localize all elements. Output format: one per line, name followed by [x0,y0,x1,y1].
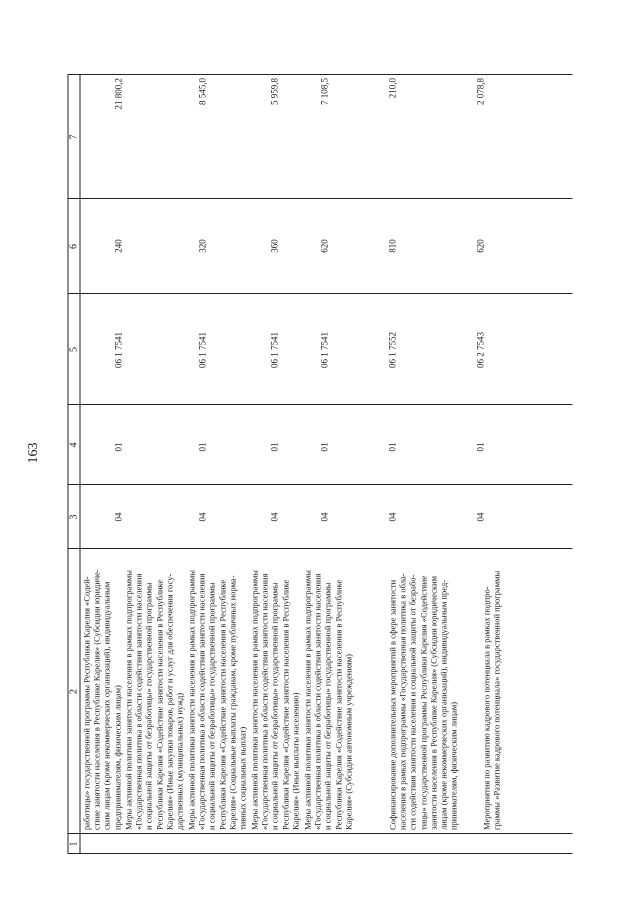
target-article-code: 06 1 7541 [319,332,330,368]
amount-value: 210,0 [387,78,398,99]
target-article-code: 06 1 7541 [113,332,124,368]
expense-type-code: 240 [113,239,124,253]
row-description: Меры активной политики занятости населения в рамках подпрограммы «Государственная политика в области содействия занятости населения и социальной защиты от безработицы» государственной программы Республики Карелия «Содействие занятости населения в Республике Карелия» (Иные выплаты населению) [249,570,301,830]
subsection-code: 01 [113,442,124,452]
column-header: 5 [68,347,80,352]
page-number: 163 [26,442,41,464]
row-description: Софинансирование дополнительных мероприятий в сфере занятости населения в рамках подпрограммы «Государственная политика в обла- сти содействия занятости населения и социальной защиты от безрабо- тицы» государственной программы Республики Карелия «Содействие занятости населения в Республике Карелия» (Субсидии юридическим лицам (кроме некоммерческих организаций), индивидуальным пред- принимателям, физическим лицам) [387,573,459,830]
row-description: Меры активной политики занятости населения в рамках подпрограммы «Государственная политика в области содействия занятости населения и социальной защиты от безработицы» государственной программы Республики Карелия «Содействие занятости населения в Республике Карелия» (Социальные выплаты гражданам, кроме публичных норма- тивных социальных выплат) [186,570,248,830]
expense-type-code: 620 [319,239,330,253]
section-code: 04 [387,512,398,522]
section-code: 04 [269,512,280,522]
section-code: 04 [475,512,486,522]
section-code: 04 [319,512,330,522]
row-description: Мероприятия по развитию кадрового потенциала в рамках подпро- граммы «Развитие кадрового потенциала» государственной программы [481,570,502,830]
amount-value: 8 545,0 [197,78,208,105]
rotated-page-content [68,74,573,854]
subsection-code: 01 [387,442,398,452]
target-article-code: 06 2 7543 [475,332,486,368]
subsection-code: 01 [475,442,486,452]
column-header: 1 [68,841,80,847]
target-article-code: 06 1 7541 [197,332,208,368]
amount-value: 21 800,2 [113,78,124,110]
subsection-code: 01 [319,442,330,452]
column-header: 7 [68,134,80,140]
column-header: 4 [68,442,80,448]
expense-type-code: 810 [387,239,398,253]
target-article-code: 06 1 7541 [269,332,280,368]
expense-type-code: 360 [269,239,280,253]
column-header: 6 [68,244,80,249]
table-border-right [68,74,573,75]
target-article-code: 06 1 7552 [387,332,398,368]
row-description: работицы» государственной программы Республики Карелия «Содей- ствие занятости населения в Республике Карелия» (Субсидии юридиче- ским лицам (кроме некоммерческих организаций), индивидуальным предпринимателям, физическим лицам) [81,569,123,830]
amount-value: 2 078,8 [475,78,486,105]
column-header: 2 [68,689,80,694]
expense-type-code: 620 [475,239,486,253]
header-divider [80,74,81,854]
amount-value: 5 959,8 [269,78,280,105]
section-code: 04 [113,512,124,522]
budget-table [68,74,573,854]
row-description: Меры активной политики занятости населения в рамках подпрограммы «Государственная политика в области содействия занятости населения и социальной защиты от безработицы» государственной программы Республики Карелия «Содействие занятости населения в Республике Карелия» (Иные закупки товаров, работ и услуг для обеспечения госу- дарственных (муниципальных) нужд) [123,570,185,830]
column-header: 3 [68,514,80,520]
row-description: Меры активной политики занятости населения в рамках подпрограммы «Государственная политика в области содействия занятости населения и социальной защиты от безработицы» государственной программы Республики Карелия «Содействие занятости населения в Республике Карелия» (Субсидии автономным учреждениям) [302,570,354,830]
table-border-left [68,853,573,854]
column-divider [68,833,573,834]
subsection-code: 01 [197,442,208,452]
subsection-code: 01 [269,442,280,452]
expense-type-code: 320 [197,239,208,253]
amount-value: 7 108,5 [319,78,330,105]
section-code: 04 [197,512,208,522]
